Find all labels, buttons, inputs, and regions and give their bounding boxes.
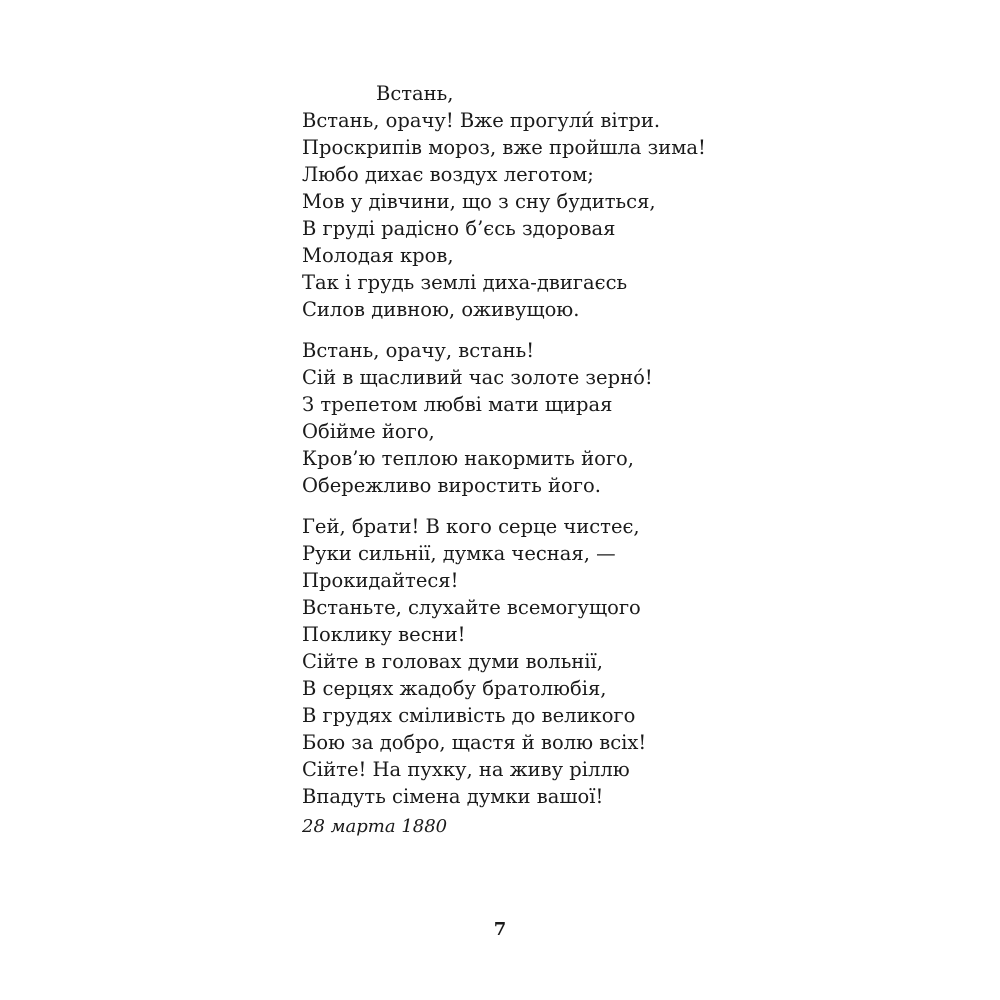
poem-line: В серцях жадобу братолюбія,	[302, 677, 607, 700]
poem-line: Прокидайтеся!	[302, 569, 459, 592]
poem-line: Руки сильнії, думка чесная, —	[302, 542, 616, 565]
poem-line: Силов дивною, оживущою.	[302, 298, 580, 321]
stanza-2	[302, 337, 822, 499]
poem-line: Встань,	[376, 82, 454, 105]
poem-line: Поклику весни!	[302, 623, 466, 646]
stanza-1	[302, 80, 822, 323]
stanza-gap	[302, 323, 822, 337]
poem-date: 28 марта 1880	[302, 816, 448, 837]
poem-line: Обійме його,	[302, 420, 435, 443]
poem-line: Встаньте, слухайте всемогущого	[302, 596, 641, 619]
poem-line: Любо дихає воздух леготом;	[302, 163, 594, 186]
poem-line: Обережливо виростить його.	[302, 474, 601, 497]
poem-line: Встань, орачу! Вже прогули́ вітри.	[302, 109, 661, 132]
poem-line: Гей, брати! В кого серце чистеє,	[302, 515, 640, 538]
poem-line: Сій в щасливий час золоте зерно́!	[302, 366, 653, 389]
poem-line: Сійте! На пухку, на живу ріллю	[302, 758, 630, 781]
poem-line: Молодая кров,	[302, 244, 454, 267]
stanza-3	[302, 513, 822, 810]
poem-line: Бою за добро, щастя й волю всіх!	[302, 731, 647, 754]
poem-line: Встань, орачу, встань!	[302, 339, 535, 362]
stanza-gap	[302, 499, 822, 513]
poem	[302, 80, 822, 840]
poem-line: Так і грудь землі диха-двигаєсь	[302, 271, 628, 294]
poem-line: Кров’ю теплою накормить його,	[302, 447, 634, 470]
poem-line: Проскрипів мороз, вже пройшла зима!	[302, 136, 706, 159]
poem-line: З трепетом любві мати щирая	[302, 393, 613, 416]
poem-line: В грудях сміливість до великого	[302, 704, 636, 727]
poem-line: Мов у дівчини, що з сну будиться,	[302, 190, 656, 213]
page-number: 7	[493, 919, 507, 940]
poem-line: В груді радісно б’єсь здоровая	[302, 217, 616, 240]
poem-line: Сійте в головах думи вольнії,	[302, 650, 603, 673]
poem-line: Впадуть сімена думки вашої!	[302, 785, 604, 808]
